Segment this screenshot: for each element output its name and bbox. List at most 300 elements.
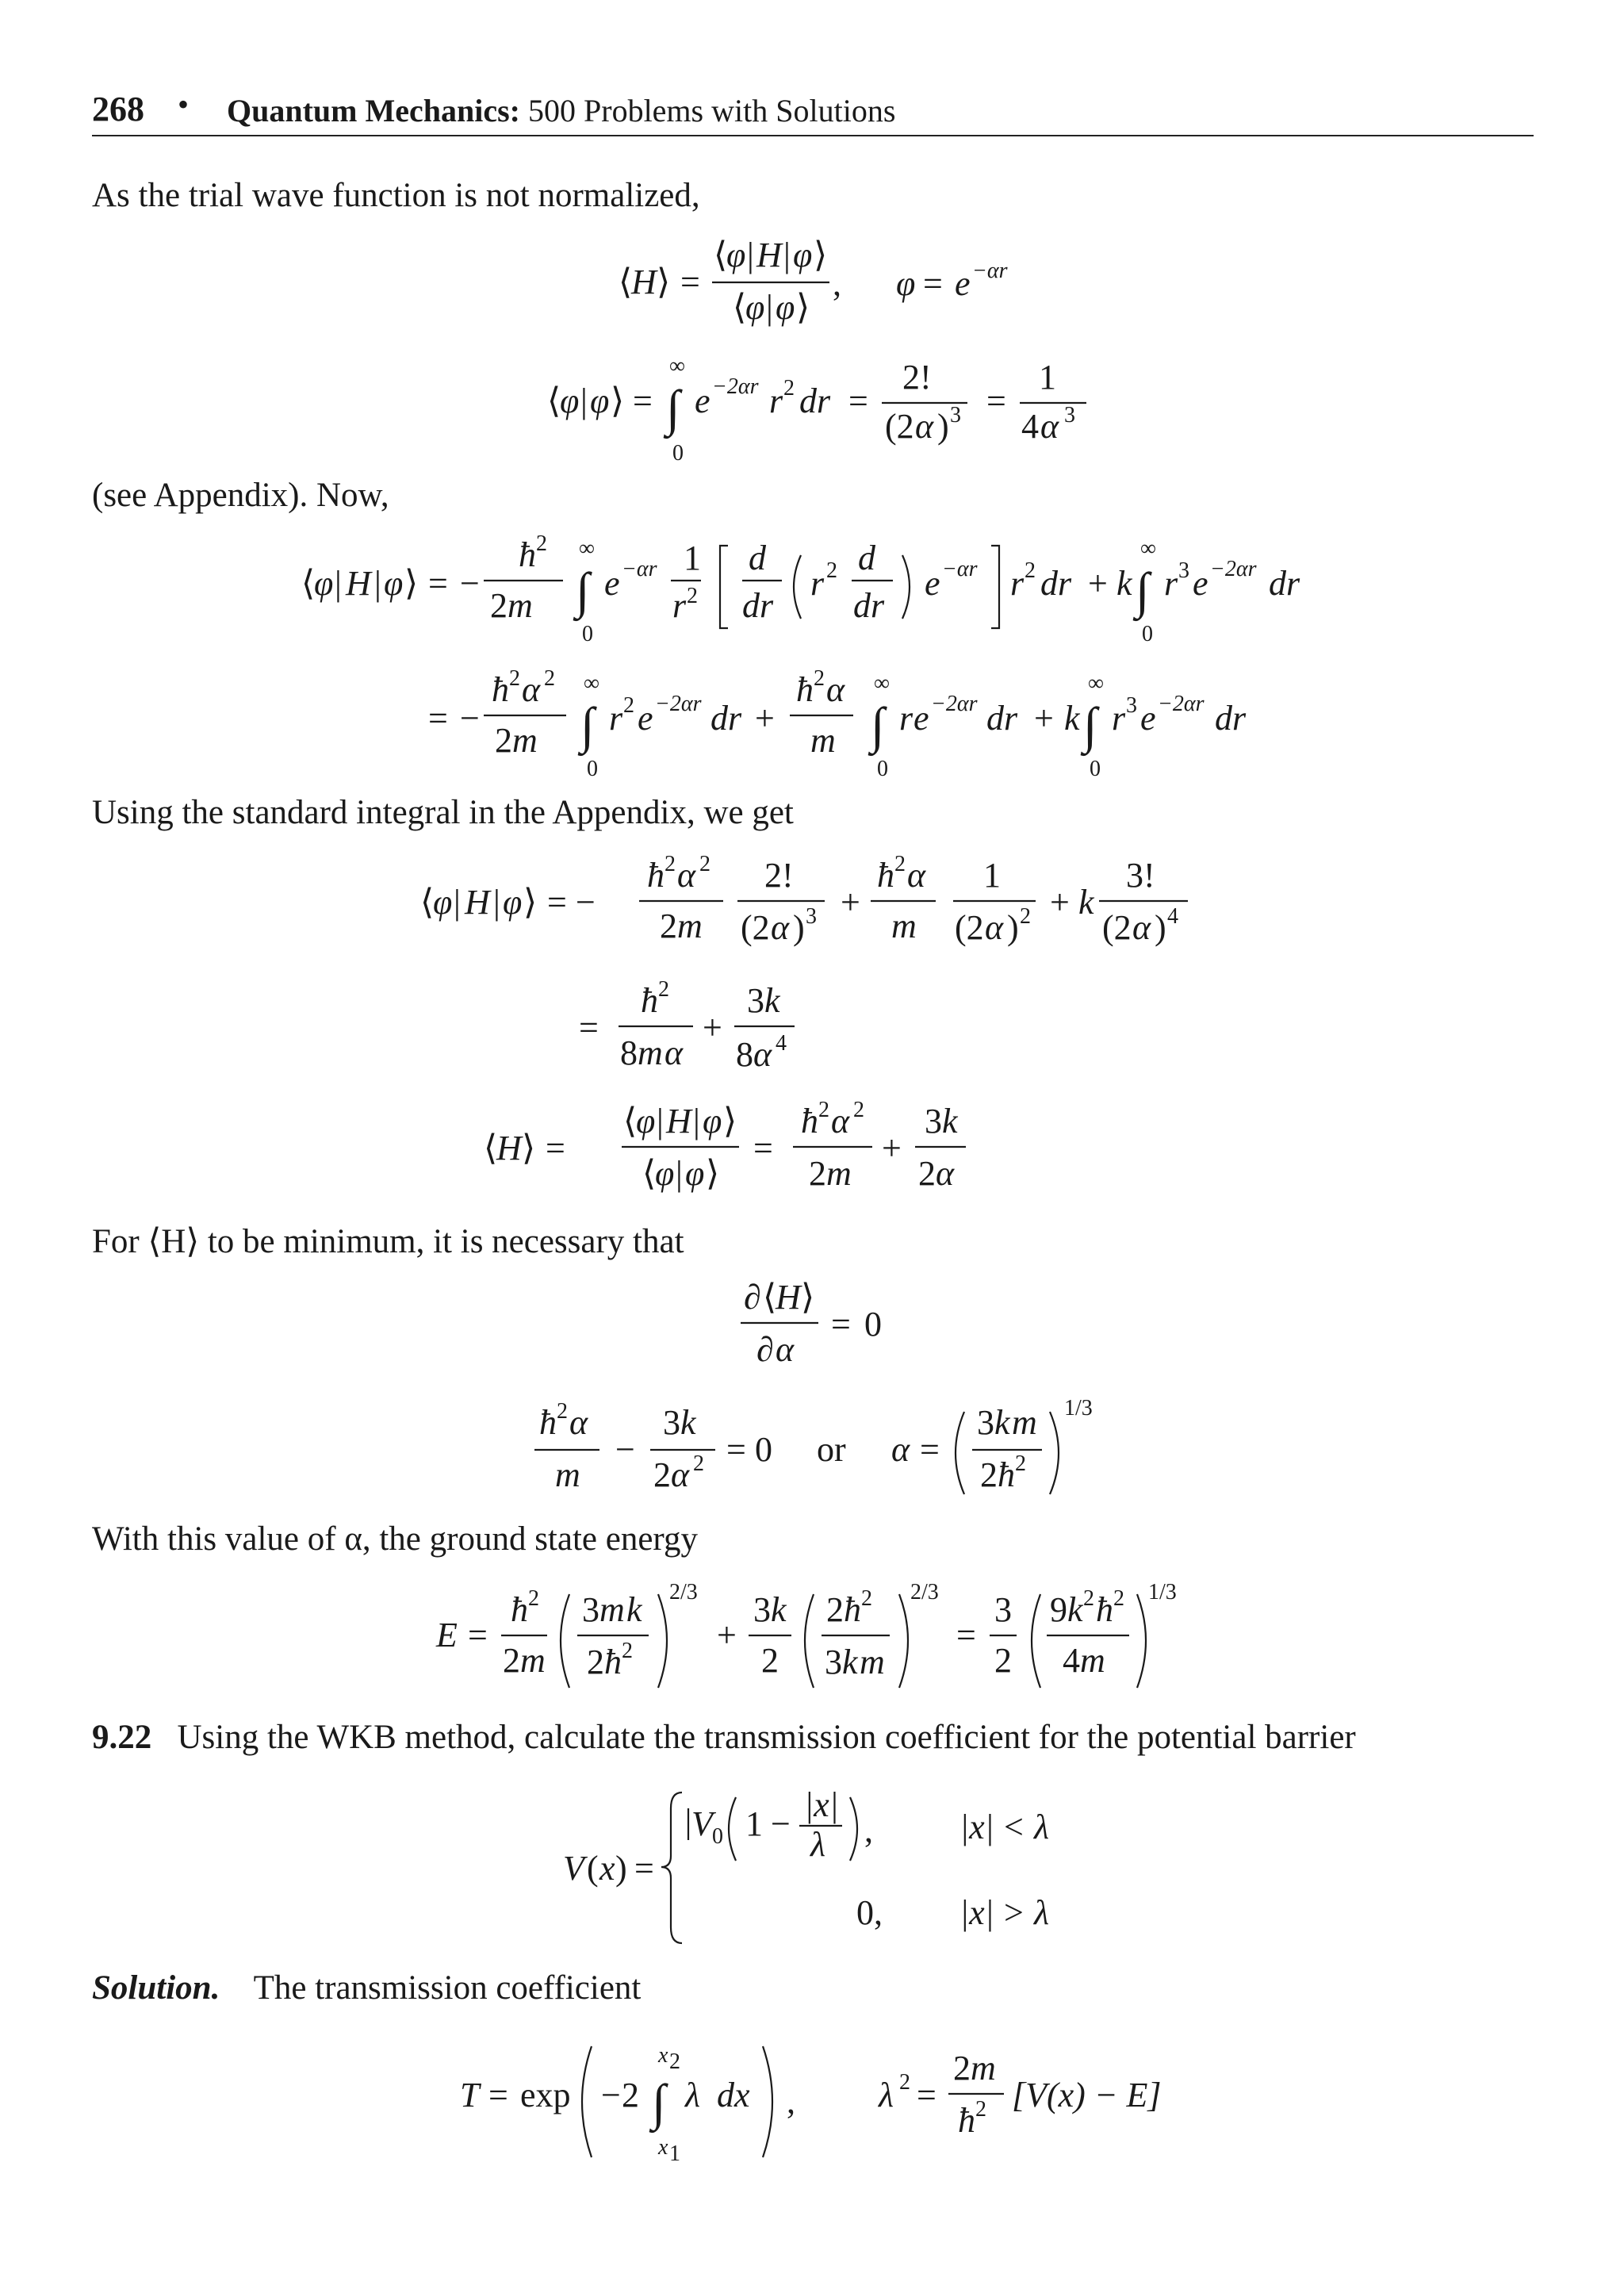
svg-text:0: 0	[1142, 622, 1153, 646]
svg-text:0: 0	[755, 1430, 772, 1469]
svg-text:0: 0	[672, 441, 684, 466]
svg-text:dr: dr	[742, 586, 774, 625]
svg-text:,: ,	[864, 1811, 873, 1850]
svg-text:=: =	[428, 564, 448, 603]
svg-text:−: −	[460, 564, 480, 603]
svg-text:α: α	[671, 1455, 690, 1494]
body-line-4: For ⟨H⟩ to be minimum, it is necessary that	[92, 1223, 684, 1260]
svg-text:or: or	[817, 1430, 846, 1469]
svg-text:ħ: ħ	[998, 1455, 1015, 1494]
svg-text:−: −	[601, 2076, 621, 2114]
svg-text:k: k	[1064, 699, 1080, 738]
running-header	[92, 86, 1534, 140]
svg-text:m: m	[512, 721, 538, 760]
svg-text:3: 3	[925, 1102, 942, 1141]
solution-text: The transmission coefficient	[253, 1969, 642, 2007]
equation-12	[444, 2030, 1221, 2173]
svg-text:+: +	[703, 1008, 722, 1047]
svg-text:): )	[937, 407, 949, 446]
svg-text:+: +	[841, 883, 860, 922]
svg-text:H: H	[631, 263, 657, 301]
equation-7	[476, 1098, 999, 1206]
svg-text:4: 4	[1167, 904, 1178, 929]
svg-text:2: 2	[1020, 904, 1031, 929]
svg-text:r: r	[1112, 699, 1126, 738]
svg-text:3: 3	[1126, 693, 1137, 718]
svg-text:3: 3	[806, 904, 817, 929]
svg-text:k: k	[842, 1643, 858, 1681]
svg-text:2: 2	[622, 1639, 633, 1663]
svg-text:0: 0	[582, 622, 593, 646]
svg-text:,: ,	[833, 264, 841, 303]
svg-text:3: 3	[753, 1590, 771, 1629]
svg-text:H: H	[465, 883, 490, 922]
svg-text:⟩: ⟩	[706, 1154, 720, 1193]
svg-text:2: 2	[1113, 1586, 1124, 1611]
svg-text:+: +	[882, 1129, 902, 1167]
equation-11	[555, 1785, 1110, 1951]
svg-text:2: 2	[953, 2049, 971, 2088]
equation-9	[523, 1388, 1126, 1515]
svg-text:φ: φ	[314, 564, 334, 603]
svg-text:∫: ∫	[871, 697, 885, 753]
svg-text:+: +	[1050, 883, 1070, 922]
body-line-3: Using the standard integral in the Appendix, we get	[92, 794, 794, 831]
svg-text:x: x	[599, 1849, 615, 1888]
svg-text:|: |	[454, 883, 461, 922]
svg-text:ħ: ħ	[796, 670, 814, 709]
svg-text:1: 1	[745, 1804, 763, 1843]
svg-text:(2: (2	[885, 407, 914, 446]
svg-text:−: −	[576, 883, 596, 922]
problem-text: Using the WKB method, calculate the transmission coefficient for the potential barrier	[177, 1719, 1356, 1756]
svg-text:3: 3	[1064, 403, 1075, 427]
svg-text:8: 8	[736, 1035, 753, 1074]
svg-text:−αr: −αr	[942, 557, 978, 581]
svg-text:3: 3	[1178, 558, 1189, 583]
svg-text:⟩: ⟩	[611, 381, 625, 420]
svg-text:φ: φ	[745, 288, 765, 327]
svg-text:2: 2	[783, 376, 795, 401]
svg-text:φ: φ	[726, 236, 746, 274]
svg-text:⟨: ⟨	[733, 288, 747, 327]
svg-text:=: =	[753, 1129, 773, 1167]
svg-text:∞: ∞	[1088, 671, 1104, 696]
svg-text:[V(x) − E]: [V(x) − E]	[1012, 2076, 1162, 2114]
svg-text:dr: dr	[986, 699, 1018, 738]
svg-text:2: 2	[761, 1641, 779, 1680]
problem-statement	[92, 1718, 1356, 1757]
svg-text:⟩: ⟩	[657, 263, 671, 301]
svg-text:2: 2	[899, 2070, 910, 2095]
svg-text:|: |	[783, 236, 791, 274]
svg-text:2: 2	[994, 1641, 1012, 1680]
svg-text:⟩: ⟩	[522, 1129, 536, 1167]
svg-text:H: H	[776, 1278, 801, 1317]
svg-text:dr: dr	[1269, 564, 1300, 603]
svg-text:α: α	[985, 908, 1004, 947]
svg-text:0: 0	[877, 757, 888, 781]
svg-text:=: =	[831, 1305, 851, 1344]
svg-text:2: 2	[853, 1098, 864, 1122]
svg-text:−2αr: −2αr	[712, 374, 759, 399]
svg-text:0: 0	[864, 1305, 882, 1344]
svg-text:∫: ∫	[576, 562, 590, 619]
svg-text:=: =	[547, 883, 567, 922]
svg-text:α: α	[753, 1035, 772, 1074]
svg-text:2: 2	[544, 666, 555, 691]
svg-text:ħ: ħ	[539, 1403, 557, 1442]
equation-4	[428, 666, 1324, 785]
svg-text:|: |	[747, 236, 754, 274]
svg-text:λ: λ	[685, 2076, 701, 2114]
svg-text:e: e	[1193, 564, 1208, 603]
svg-text:=: =	[920, 1430, 940, 1469]
svg-text:m: m	[971, 2049, 996, 2088]
svg-text:−αr: −αr	[972, 259, 1008, 283]
svg-text:φ: φ	[503, 883, 523, 922]
svg-text:e: e	[695, 381, 710, 420]
svg-text:2: 2	[1015, 1451, 1026, 1476]
book-title-bold: Quantum Mechanics:	[227, 93, 520, 128]
svg-text:∞: ∞	[669, 354, 685, 378]
svg-text:φ: φ	[896, 264, 916, 303]
svg-text:|: |	[657, 1102, 664, 1141]
solution-line	[92, 1969, 641, 2007]
svg-text:∫: ∫	[652, 2074, 666, 2130]
svg-text:∂: ∂	[756, 1330, 774, 1369]
svg-text:k: k	[626, 1590, 642, 1629]
svg-text:2: 2	[536, 531, 547, 556]
svg-text:2: 2	[699, 852, 710, 876]
svg-text:|: |	[493, 883, 500, 922]
svg-text:d: d	[749, 539, 766, 577]
svg-text:=: =	[923, 264, 943, 303]
svg-text:∞: ∞	[584, 671, 599, 696]
svg-text:(2: (2	[955, 908, 984, 947]
svg-text:=: =	[986, 381, 1006, 420]
svg-text:k: k	[942, 1102, 958, 1141]
svg-text:=: =	[956, 1616, 976, 1654]
svg-text:⟨: ⟨	[484, 1129, 498, 1167]
svg-text:2: 2	[814, 666, 825, 691]
svg-text:x: x	[658, 2043, 668, 2068]
svg-text:−2αr: −2αr	[1210, 557, 1257, 581]
svg-text:e: e	[914, 699, 929, 738]
svg-text:,: ,	[787, 2082, 795, 2121]
svg-text:−2αr: −2αr	[931, 692, 978, 716]
svg-text:φ: φ	[776, 288, 795, 327]
svg-text:3: 3	[950, 403, 961, 427]
svg-text:3: 3	[663, 1403, 680, 1442]
svg-text:α: α	[915, 407, 934, 446]
svg-text:2: 2	[818, 1098, 829, 1122]
svg-text:φ: φ	[433, 883, 453, 922]
svg-text:=: =	[633, 381, 653, 420]
svg-text:=: =	[726, 1430, 746, 1469]
svg-text:ħ: ħ	[604, 1643, 622, 1681]
svg-text:=: =	[634, 1849, 654, 1888]
svg-text:+: +	[717, 1616, 737, 1654]
svg-text:φ: φ	[685, 1154, 705, 1193]
svg-text:k: k	[1078, 883, 1094, 922]
equation-8	[730, 1277, 936, 1380]
svg-text:e: e	[925, 564, 940, 603]
svg-text:2: 2	[861, 1586, 872, 1611]
svg-text:H: H	[756, 236, 782, 274]
svg-text:4: 4	[776, 1031, 787, 1056]
svg-text:λ: λ	[810, 1825, 826, 1864]
svg-text:<: <	[1004, 1808, 1024, 1846]
svg-text:2: 2	[490, 586, 508, 625]
svg-text:⟨: ⟨	[619, 263, 633, 301]
svg-text:dx: dx	[717, 2076, 750, 2114]
svg-text:α: α	[771, 908, 790, 947]
svg-text:1: 1	[684, 539, 701, 577]
body-line-1: As the trial wave function is not normalized,	[92, 177, 700, 214]
svg-text:2!: 2!	[764, 856, 794, 895]
svg-text:−: −	[615, 1430, 635, 1469]
body-line-2: (see Appendix). Now,	[92, 477, 389, 514]
svg-text:2: 2	[528, 1586, 539, 1611]
svg-text:α: α	[1040, 407, 1059, 446]
svg-text:E: E	[436, 1616, 458, 1654]
svg-text:>: >	[1004, 1893, 1024, 1932]
equation-6	[571, 977, 825, 1085]
svg-text:2: 2	[669, 2049, 680, 2074]
svg-text:e: e	[604, 564, 620, 603]
svg-text:⟨: ⟨	[623, 1102, 638, 1141]
svg-text:2: 2	[975, 2097, 986, 2122]
svg-text:r: r	[1010, 564, 1025, 603]
svg-text:dr: dr	[1215, 699, 1247, 738]
svg-text:0,: 0,	[856, 1893, 883, 1932]
svg-text:=: =	[680, 263, 700, 301]
svg-text:k: k	[1116, 564, 1132, 603]
svg-text:|: |	[335, 564, 342, 603]
svg-text:|: |	[374, 564, 381, 603]
svg-text:ħ: ħ	[519, 535, 536, 574]
svg-text:r: r	[609, 699, 623, 738]
svg-text:4: 4	[1063, 1641, 1080, 1680]
svg-text:2/3: 2/3	[910, 1580, 939, 1604]
svg-text:2: 2	[509, 666, 520, 691]
svg-text:): )	[615, 1849, 627, 1888]
svg-text:m: m	[810, 721, 836, 760]
svg-text:⟨: ⟨	[642, 1154, 657, 1193]
svg-text:α: α	[907, 856, 926, 895]
svg-text:λ: λ	[879, 2076, 894, 2114]
svg-text:α: α	[522, 670, 541, 709]
svg-text:(: (	[587, 1849, 599, 1888]
svg-text:φ: φ	[384, 564, 404, 603]
svg-text:r: r	[810, 564, 825, 603]
svg-text:∞: ∞	[874, 671, 890, 696]
svg-text:m: m	[555, 1455, 580, 1494]
svg-text:(2: (2	[741, 908, 770, 947]
svg-text:2: 2	[622, 2076, 639, 2114]
svg-text:V: V	[563, 1849, 584, 1888]
svg-text:|x|: |x|	[959, 1893, 994, 1932]
svg-text:⟩: ⟩	[796, 288, 810, 327]
problem-number: 9.22	[92, 1719, 152, 1756]
svg-text:exp: exp	[520, 2076, 571, 2114]
svg-text:1: 1	[1039, 358, 1056, 397]
svg-text:φ: φ	[560, 381, 580, 420]
svg-text:dr: dr	[1040, 564, 1072, 603]
svg-text:x: x	[658, 2135, 668, 2160]
svg-text:α: α	[831, 1102, 850, 1141]
svg-text:α: α	[677, 856, 696, 895]
svg-text:k: k	[1067, 1590, 1083, 1629]
svg-text:φ: φ	[636, 1102, 656, 1141]
svg-text:4: 4	[1021, 407, 1039, 446]
equation-1	[603, 230, 1047, 341]
svg-text:⟨: ⟨	[714, 236, 728, 274]
svg-text:0: 0	[587, 757, 598, 781]
svg-text:|x|: |x|	[959, 1808, 994, 1846]
svg-text:(2: (2	[1102, 908, 1132, 947]
svg-text:1: 1	[669, 2141, 680, 2166]
svg-text:∫: ∫	[666, 380, 680, 436]
svg-text:∫: ∫	[1083, 697, 1097, 753]
svg-text:ħ: ħ	[877, 856, 894, 895]
svg-text:2: 2	[495, 721, 512, 760]
svg-text:k: k	[771, 1590, 787, 1629]
svg-text:2: 2	[918, 1154, 936, 1193]
svg-text:H: H	[346, 564, 371, 603]
svg-text:m: m	[1012, 1403, 1037, 1442]
svg-text:∫: ∫	[580, 697, 595, 753]
page-number: 268	[92, 90, 144, 128]
svg-text:⟩: ⟩	[523, 883, 538, 922]
svg-text:⟩: ⟩	[723, 1102, 737, 1141]
svg-text:r: r	[899, 699, 914, 738]
svg-text:|: |	[693, 1102, 700, 1141]
svg-text:1/3: 1/3	[1064, 1396, 1093, 1420]
svg-text:0: 0	[712, 1824, 723, 1849]
svg-text:|x|: |x|	[804, 1785, 839, 1824]
svg-text:+: +	[1088, 564, 1108, 603]
svg-text:e: e	[638, 699, 653, 738]
svg-text:m: m	[1080, 1641, 1105, 1680]
svg-text:k: k	[994, 1403, 1010, 1442]
svg-text:T: T	[460, 2076, 480, 2114]
svg-text:dr: dr	[853, 586, 885, 625]
svg-text:φ: φ	[703, 1102, 722, 1141]
svg-text:r: r	[1164, 564, 1178, 603]
svg-text:−2αr: −2αr	[655, 692, 702, 716]
svg-text:−αr: −αr	[622, 557, 657, 581]
svg-text:=: =	[468, 1616, 488, 1654]
svg-text:3: 3	[825, 1643, 842, 1681]
equation-3	[293, 531, 1324, 650]
svg-text:r: r	[769, 381, 783, 420]
svg-text:3: 3	[994, 1590, 1012, 1629]
svg-text:+: +	[755, 699, 775, 738]
svg-text:k: k	[680, 1403, 696, 1442]
svg-text:|: |	[766, 288, 773, 327]
svg-text:α: α	[936, 1154, 955, 1193]
svg-text:⟨: ⟨	[420, 883, 435, 922]
svg-text:λ: λ	[1034, 1893, 1050, 1932]
svg-text:∞: ∞	[1140, 536, 1156, 561]
svg-text:m: m	[599, 1590, 625, 1629]
svg-text:φ: φ	[655, 1154, 675, 1193]
svg-text:=: =	[579, 1008, 599, 1047]
svg-text:2!: 2!	[902, 358, 932, 397]
svg-text:⟨: ⟨	[547, 381, 561, 420]
svg-text:∫: ∫	[1136, 562, 1150, 619]
svg-text:ħ: ħ	[511, 1590, 528, 1629]
svg-text:ħ: ħ	[801, 1102, 818, 1141]
svg-text:H: H	[496, 1129, 522, 1167]
svg-text:e: e	[955, 264, 971, 303]
svg-text:ħ: ħ	[844, 1590, 861, 1629]
solution-label: Solution.	[92, 1969, 220, 2007]
svg-text:⟩: ⟩	[814, 236, 828, 274]
svg-text:3!: 3!	[1126, 856, 1155, 895]
svg-text:2: 2	[693, 1451, 704, 1476]
svg-text:d: d	[858, 539, 875, 577]
svg-text:−2αr: −2αr	[1158, 692, 1205, 716]
svg-text:2: 2	[623, 693, 634, 718]
svg-text:ħ: ħ	[641, 981, 658, 1020]
svg-text:2: 2	[1025, 558, 1036, 583]
svg-text:φ: φ	[793, 236, 813, 274]
svg-text:α: α	[826, 670, 845, 709]
svg-text:dr: dr	[799, 381, 831, 420]
body-line-5: With this value of α, the ground state energy	[92, 1520, 698, 1558]
svg-text:m: m	[860, 1643, 885, 1681]
svg-text:k: k	[764, 981, 780, 1020]
svg-text:ħ: ħ	[492, 670, 509, 709]
svg-text:ħ: ħ	[647, 856, 665, 895]
svg-text:): )	[1007, 908, 1019, 947]
svg-text:ħ: ħ	[958, 2101, 975, 2140]
svg-text:m: m	[826, 1154, 852, 1193]
svg-text:): )	[793, 908, 805, 947]
svg-text:2: 2	[1083, 1586, 1094, 1611]
svg-text:λ: λ	[1034, 1808, 1050, 1846]
svg-text:∞: ∞	[579, 536, 595, 561]
svg-text:=: =	[917, 2076, 936, 2114]
header-rule	[92, 135, 1534, 136]
svg-text:r: r	[672, 586, 687, 625]
svg-text:H: H	[666, 1102, 691, 1141]
svg-text:2: 2	[826, 558, 837, 583]
svg-text:3: 3	[582, 1590, 599, 1629]
svg-text:α: α	[665, 1033, 684, 1072]
svg-text:α: α	[569, 1403, 588, 1442]
svg-text:2: 2	[826, 1590, 844, 1629]
svg-text:ħ: ħ	[1096, 1590, 1113, 1629]
svg-text:1/3: 1/3	[1148, 1580, 1177, 1604]
svg-text:m: m	[520, 1641, 546, 1680]
svg-text:|: |	[580, 381, 588, 420]
svg-text:3: 3	[977, 1403, 994, 1442]
svg-text:2: 2	[660, 907, 677, 945]
svg-text:8: 8	[620, 1033, 638, 1072]
svg-text:m: m	[891, 907, 917, 945]
svg-text:φ: φ	[590, 381, 610, 420]
svg-text:1: 1	[983, 856, 1001, 895]
svg-text:+: +	[1034, 699, 1054, 738]
svg-text:2: 2	[557, 1399, 568, 1424]
equation-2	[539, 349, 1110, 468]
header-bullet: •	[178, 86, 190, 122]
svg-text:=: =	[488, 2076, 508, 2114]
